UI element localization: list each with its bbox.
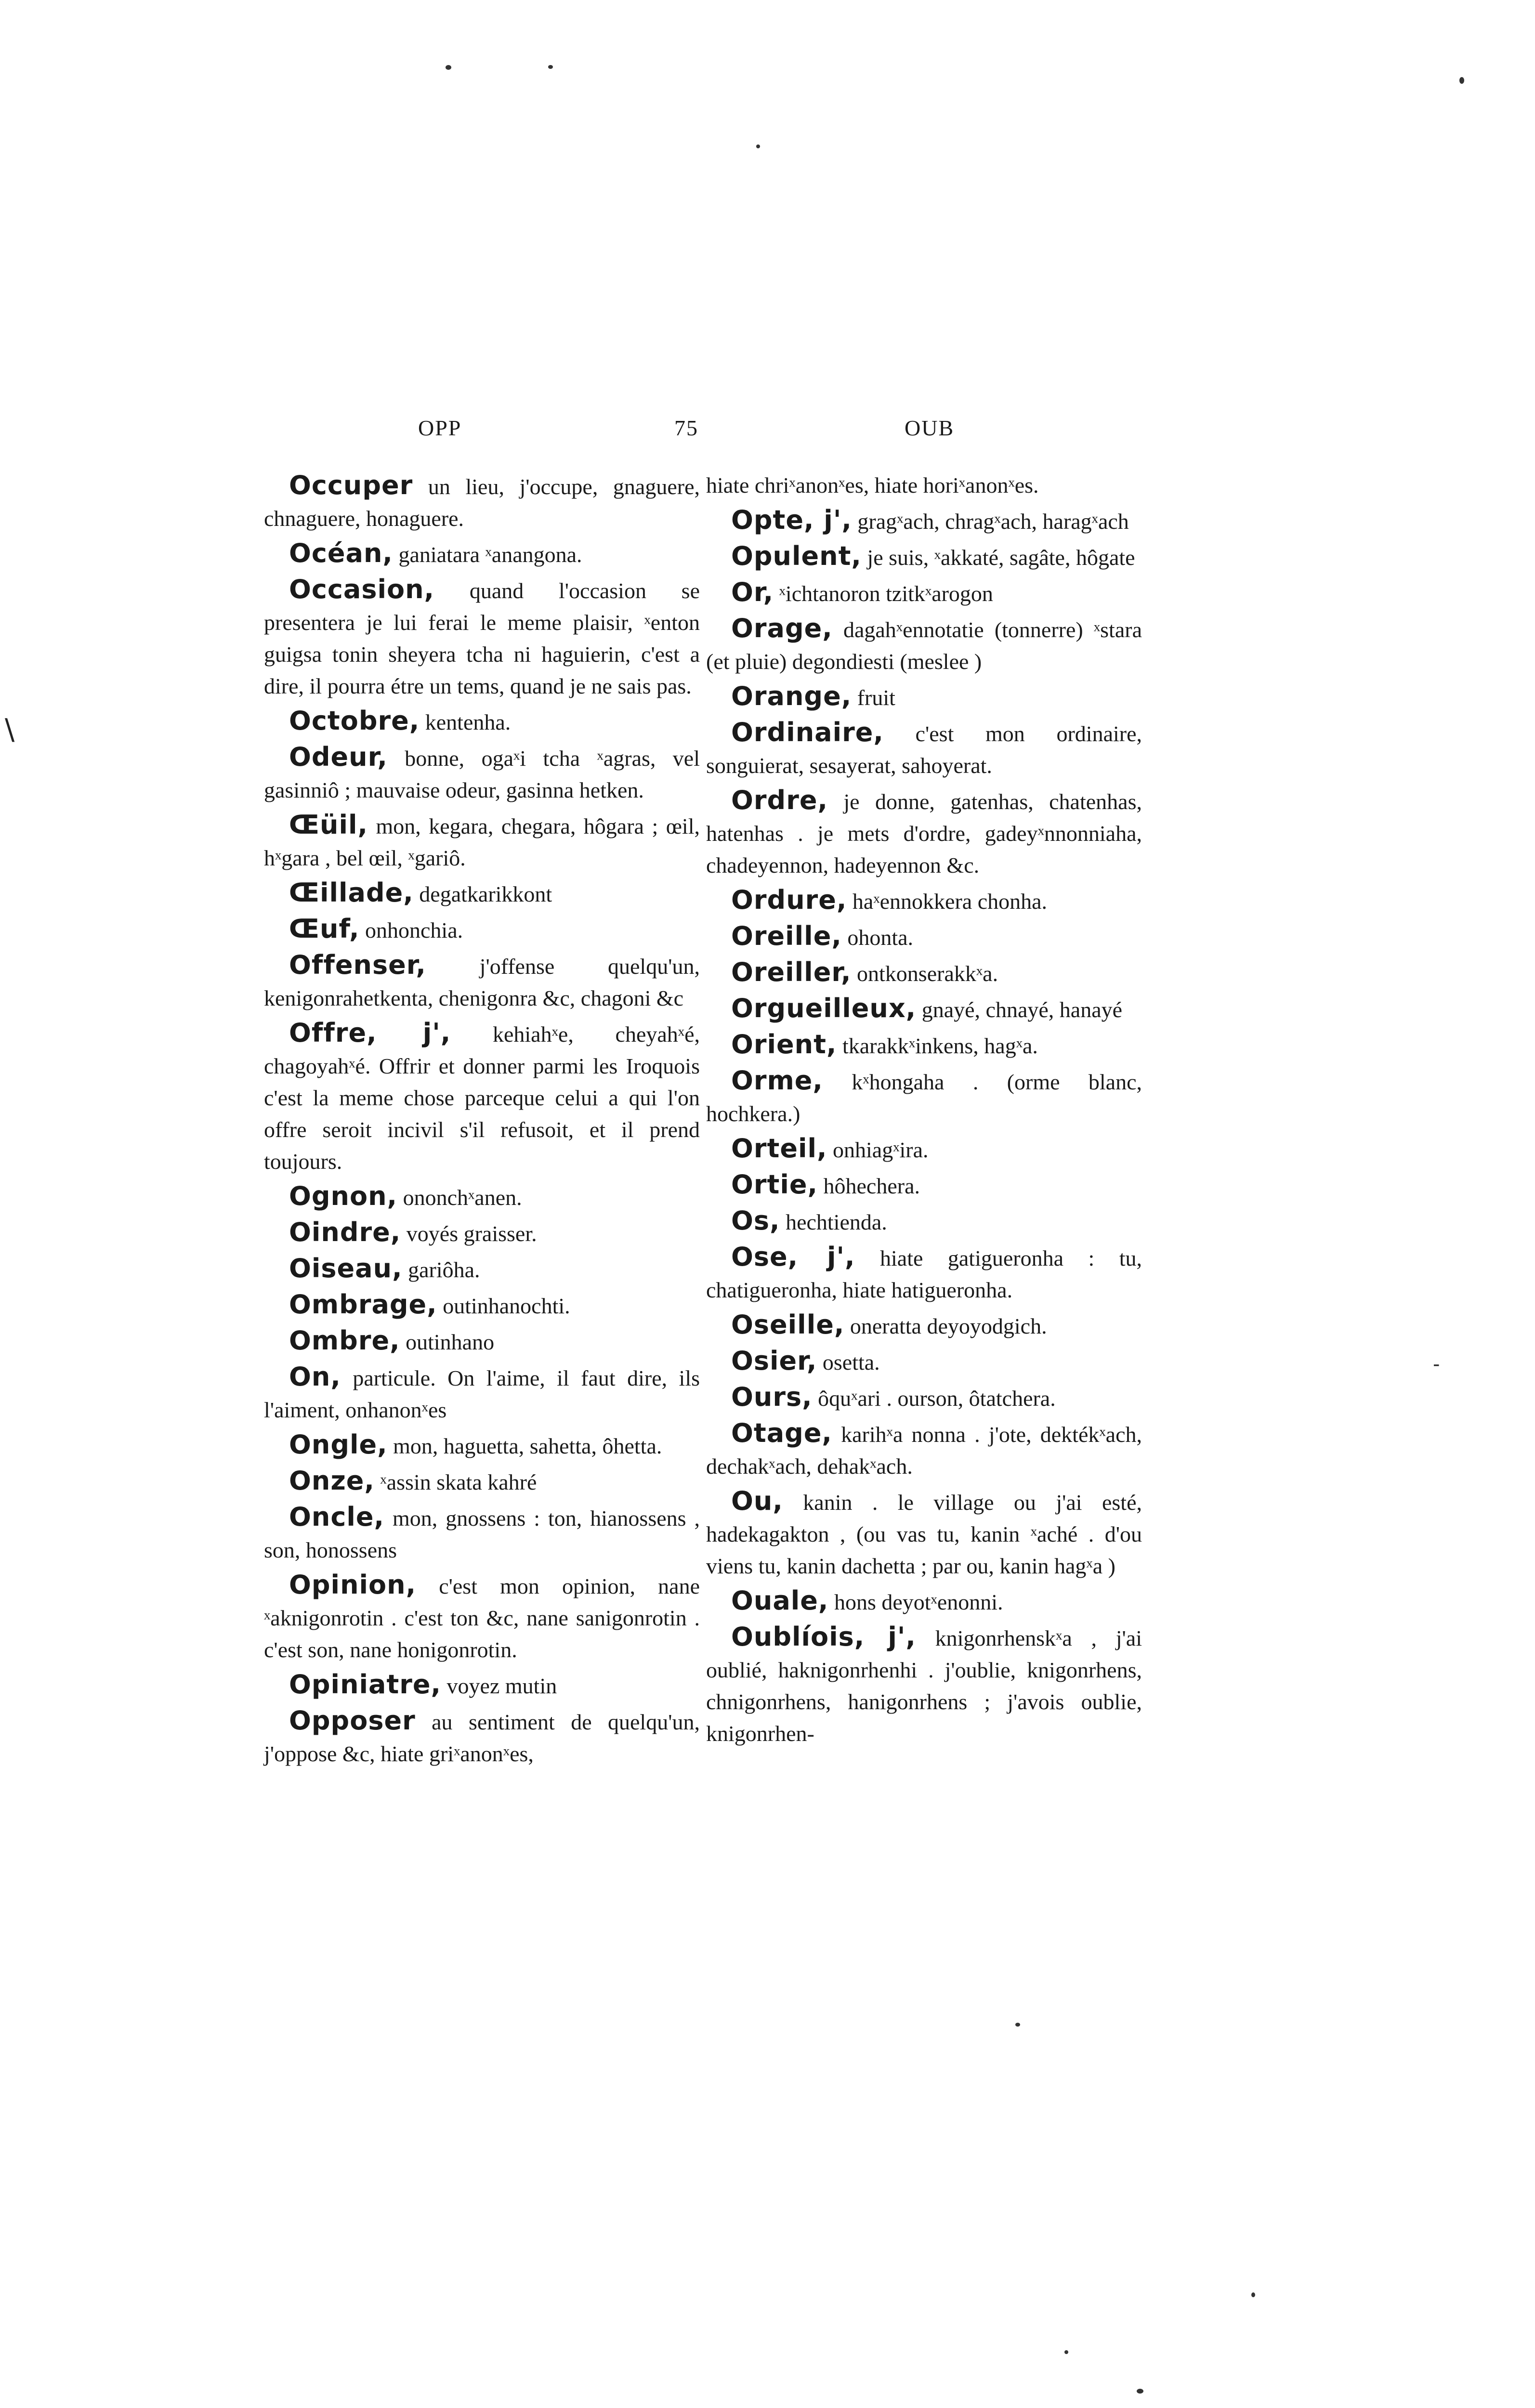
dictionary-entry — [706, 956, 1142, 990]
entry-definition: kehiahˣe, cheyahˣé, chagoyahˣé. Offrir et donner parmi les Iroquois c'est la meme chose parceque celui a qui l'on offre seroit incivil s'il refusoit, et il prend toujours. — [264, 1022, 700, 1174]
scan-speck — [1137, 2389, 1143, 2394]
dictionary-entry — [264, 1361, 700, 1426]
dictionary-entry — [706, 1169, 1142, 1202]
entry-headword: Onze, — [289, 1466, 375, 1496]
dictionary-entry — [264, 1180, 700, 1214]
entry-definition: c'est mon opinion, nane ˣaknigonrotin . c'est ton &c, nane sanigonrotin . c'est son, nane honigonrotin. — [264, 1574, 700, 1662]
dictionary-entry — [706, 1621, 1142, 1750]
entry-headword: Opulent, — [731, 541, 862, 571]
entry-definition: ononchˣanen. — [403, 1185, 522, 1210]
entry-headword: Œuf, — [289, 914, 360, 944]
entry-definition: bonne, ogaˣi tcha ˣagras, vel gasinniô ; mauvaise odeur, gasinna hetken. — [264, 746, 700, 802]
entry-definition: hôhechera. — [823, 1174, 920, 1198]
entry-headword: Ose, j', — [731, 1242, 855, 1272]
scan-speck — [1015, 2023, 1020, 2027]
left-column — [264, 470, 700, 1773]
entry-definition: mon, kegara, chegara, hôgara ; œil, hˣgara , bel œil, ˣgariô. — [264, 814, 700, 870]
dictionary-entry — [706, 1241, 1142, 1306]
entry-headword: Odeur, — [289, 742, 388, 772]
dictionary-entry — [706, 785, 1142, 881]
entry-headword: Orteil, — [731, 1133, 827, 1164]
margin-mark-left: \ — [5, 713, 15, 746]
dictionary-entry — [706, 1585, 1142, 1618]
entry-definition: mon, gnossens : ton, hianossens , son, honossens — [264, 1506, 700, 1562]
dictionary-entry — [706, 717, 1142, 782]
entry-headword: Orme, — [731, 1065, 823, 1096]
running-header — [0, 415, 1535, 449]
dictionary-entry — [706, 613, 1142, 678]
entry-definition: kˣhongaha . (orme blanc, hochkera.) — [706, 1070, 1142, 1126]
scan-speck — [1064, 2350, 1068, 2354]
dictionary-entry — [264, 1429, 700, 1462]
entry-headword: Oseille, — [731, 1309, 845, 1340]
entry-definition: mon, haguetta, sahetta, ôhetta. — [393, 1434, 662, 1458]
entry-definition: un lieu, j'occupe, gnaguere, chnaguere, honaguere. — [264, 474, 700, 531]
dictionary-entry — [706, 681, 1142, 714]
entry-headword: Oublíois, j', — [731, 1622, 916, 1652]
entry-headword: Or, — [731, 577, 774, 607]
dictionary-entry — [706, 470, 1142, 501]
entry-definition: knigonrhenskˣa , j'ai oublié, haknigonrhenhi . j'oublie, knigonrhens, chnigonrhens, hanigonrhens ; j'avois oublie, knigonrhen- — [706, 1626, 1142, 1746]
entry-definition: oneratta deyoyodgich. — [850, 1314, 1047, 1338]
entry-headword: Oncle, — [289, 1502, 385, 1532]
entry-definition: haˣennokkera chonha. — [852, 889, 1048, 914]
entry-definition: gariôha. — [408, 1257, 480, 1282]
entry-definition: gragˣach, chragˣach, haragˣach — [857, 509, 1129, 534]
entry-headword: Otage, — [731, 1418, 832, 1448]
scan-speck — [756, 144, 760, 148]
page-number: 75 — [674, 416, 698, 440]
dictionary-entry — [264, 705, 700, 738]
entry-definition: hiate gatigueronha : tu, chatigueronha, hiate hatigueronha. — [706, 1246, 1142, 1302]
dictionary-entry — [264, 1325, 700, 1358]
dictionary-entry — [706, 1381, 1142, 1414]
header-left-guide-word: OPP — [418, 416, 462, 440]
scan-speck — [548, 65, 553, 69]
entry-headword: Œüil, — [289, 810, 368, 840]
entry-headword: Orage, — [731, 613, 833, 643]
entry-definition: ôquˣari . ourson, ôtatchera. — [818, 1386, 1056, 1411]
entry-headword: Opte, j', — [731, 505, 852, 535]
entry-definition: dagahˣennotatie (tonnerre) ˣstara (et pluie) degondiesti (meslee ) — [706, 617, 1142, 674]
entry-headword: Ouale, — [731, 1585, 829, 1616]
entry-definition: ˣassin skata kahré — [380, 1470, 537, 1494]
entry-definition: j'offense quelqu'un, kenigonrahetkenta, chenigonra &c, chagoni &c — [264, 954, 700, 1010]
entry-headword: Ortie, — [731, 1169, 818, 1200]
entry-definition: gnayé, chnayé, hanayé — [921, 997, 1123, 1022]
entry-headword: Ordinaire, — [731, 717, 884, 747]
dictionary-entry — [264, 809, 700, 874]
entry-headword: Oindre, — [289, 1217, 401, 1247]
entry-definition: karihˣa nonna . j'ote, dektékˣach, dechakˣach, dehakˣach. — [706, 1422, 1142, 1479]
entry-definition: au sentiment de quelqu'un, j'oppose &c, hiate griˣanonˣes, — [264, 1710, 700, 1766]
entry-definition: je donne, gatenhas, chatenhas, hatenhas . je mets d'ordre, gadeyˣnnonniaha, chadeyennon, hadeyennon &c. — [706, 789, 1142, 877]
dictionary-entry — [264, 1465, 700, 1498]
dictionary-entry — [706, 576, 1142, 610]
entry-headword: On, — [289, 1361, 341, 1392]
entry-definition: osetta. — [822, 1350, 880, 1374]
entry-definition: outinhano — [406, 1330, 495, 1354]
entry-definition: quand l'occasion se presentera je lui ferai le meme plaisir, ˣenton guigsa tonin sheyera tcha ni haguierin, c'est a dire, il pourra étre un tems, quand je ne sais pas. — [264, 578, 700, 698]
dictionary-entry — [264, 470, 700, 535]
entry-headword: Opinion, — [289, 1570, 417, 1600]
entry-headword: Offre, j', — [289, 1018, 451, 1048]
dictionary-entry — [264, 1253, 700, 1286]
entry-definition: hiate chriˣanonˣes, hiate horiˣanonˣes. — [706, 473, 1039, 497]
dictionary-entry — [706, 884, 1142, 917]
dictionary-entry — [264, 1569, 700, 1666]
entry-definition: ganiatara ˣanangona. — [398, 542, 582, 567]
entry-definition: kanin . le village ou j'ai esté, hadekagakton , (ou vas tu, kanin ˣaché . d'ou viens tu, kanin dachetta ; par ou, kanin hagˣa ) — [706, 1490, 1142, 1578]
entry-headword: Octobre, — [289, 706, 420, 736]
dictionary-entry — [706, 1029, 1142, 1062]
scan-speck — [446, 65, 451, 70]
dictionary-entry — [264, 574, 700, 702]
dictionary-entry — [264, 1217, 700, 1250]
entry-definition: voyez mutin — [446, 1674, 557, 1698]
entry-headword: Ordre, — [731, 785, 828, 815]
entry-headword: Osier, — [731, 1346, 817, 1376]
entry-definition: voyés graisser. — [406, 1221, 537, 1246]
dictionary-entry — [706, 920, 1142, 954]
dictionary-entry — [706, 1309, 1142, 1342]
entry-definition: je suis, ˣakkaté, sagâte, hôgate — [867, 545, 1135, 570]
dictionary-entry — [264, 741, 700, 806]
entry-headword: Ours, — [731, 1382, 813, 1412]
margin-mark-right: - — [1433, 1353, 1440, 1375]
entry-headword: Orient, — [731, 1029, 837, 1060]
entry-headword: Ombre, — [289, 1325, 400, 1356]
dictionary-entry — [706, 540, 1142, 574]
entry-headword: Oiseau, — [289, 1253, 403, 1283]
entry-definition: hechtienda. — [786, 1210, 887, 1234]
entry-definition: ˣichtanoron tzitkˣarogon — [779, 581, 993, 606]
entry-definition: degatkarikkont — [419, 882, 552, 906]
entry-headword: Ou, — [731, 1486, 783, 1516]
entry-definition: fruit — [857, 685, 895, 710]
entry-headword: Orange, — [731, 681, 852, 711]
dictionary-entry — [264, 537, 700, 571]
entry-headword: Occasion, — [289, 574, 435, 604]
entry-definition: hons deyotˣenonni. — [834, 1590, 1003, 1614]
entry-headword: Orgueilleux, — [731, 993, 917, 1023]
entry-headword: Offenser, — [289, 950, 426, 980]
entry-headword: Opiniatre, — [289, 1669, 442, 1700]
dictionary-entry — [706, 1345, 1142, 1378]
entry-headword: Oreille, — [731, 921, 842, 951]
dictionary-entry — [706, 1485, 1142, 1582]
dictionary-entry — [264, 1705, 700, 1770]
entry-definition: kentenha. — [425, 710, 511, 734]
entry-headword: Ombrage, — [289, 1289, 437, 1320]
dictionary-entry — [706, 504, 1142, 537]
dictionary-entry — [264, 949, 700, 1014]
entry-headword: Occuper — [289, 470, 413, 500]
entry-headword: Ordure, — [731, 885, 847, 915]
entry-definition: particule. On l'aime, il faut dire, ils l'aiment, onhanonˣes — [264, 1366, 700, 1422]
dictionary-entry — [706, 1205, 1142, 1238]
header-right-guide-word: OUB — [905, 416, 955, 440]
entry-headword: Ognon, — [289, 1181, 398, 1211]
entry-definition: tkarakkˣinkens, hagˣa. — [842, 1034, 1038, 1058]
dictionary-entry — [264, 1501, 700, 1566]
scan-speck — [1459, 77, 1464, 84]
dictionary-entry — [706, 1417, 1142, 1482]
dictionary-entry — [264, 1289, 700, 1322]
entry-definition: onhiagˣira. — [833, 1138, 929, 1162]
dictionary-entry — [264, 877, 700, 910]
entry-definition: c'est mon ordinaire, songuierat, sesayerat, sahoyerat. — [706, 721, 1142, 778]
dictionary-entry — [264, 1669, 700, 1702]
entry-headword: Ongle, — [289, 1429, 388, 1460]
scan-speck — [1251, 2292, 1255, 2297]
entry-definition: ontkonserakkˣa. — [857, 961, 998, 986]
entry-headword: Opposer — [289, 1705, 416, 1736]
dictionary-entry — [706, 1065, 1142, 1130]
dictionary-entry — [264, 1017, 700, 1178]
entry-definition: outinhanochti. — [443, 1294, 570, 1318]
dictionary-entry — [264, 913, 700, 946]
entry-definition: ohonta. — [847, 925, 914, 950]
entry-headword: Os, — [731, 1205, 780, 1236]
dictionary-entry — [706, 1133, 1142, 1166]
right-column — [706, 470, 1142, 1753]
entry-headword: Océan, — [289, 538, 393, 568]
entry-headword: Œillade, — [289, 877, 414, 908]
dictionary-entry — [706, 993, 1142, 1026]
entry-definition: onhonchia. — [365, 918, 463, 942]
entry-headword: Oreiller, — [731, 957, 852, 987]
